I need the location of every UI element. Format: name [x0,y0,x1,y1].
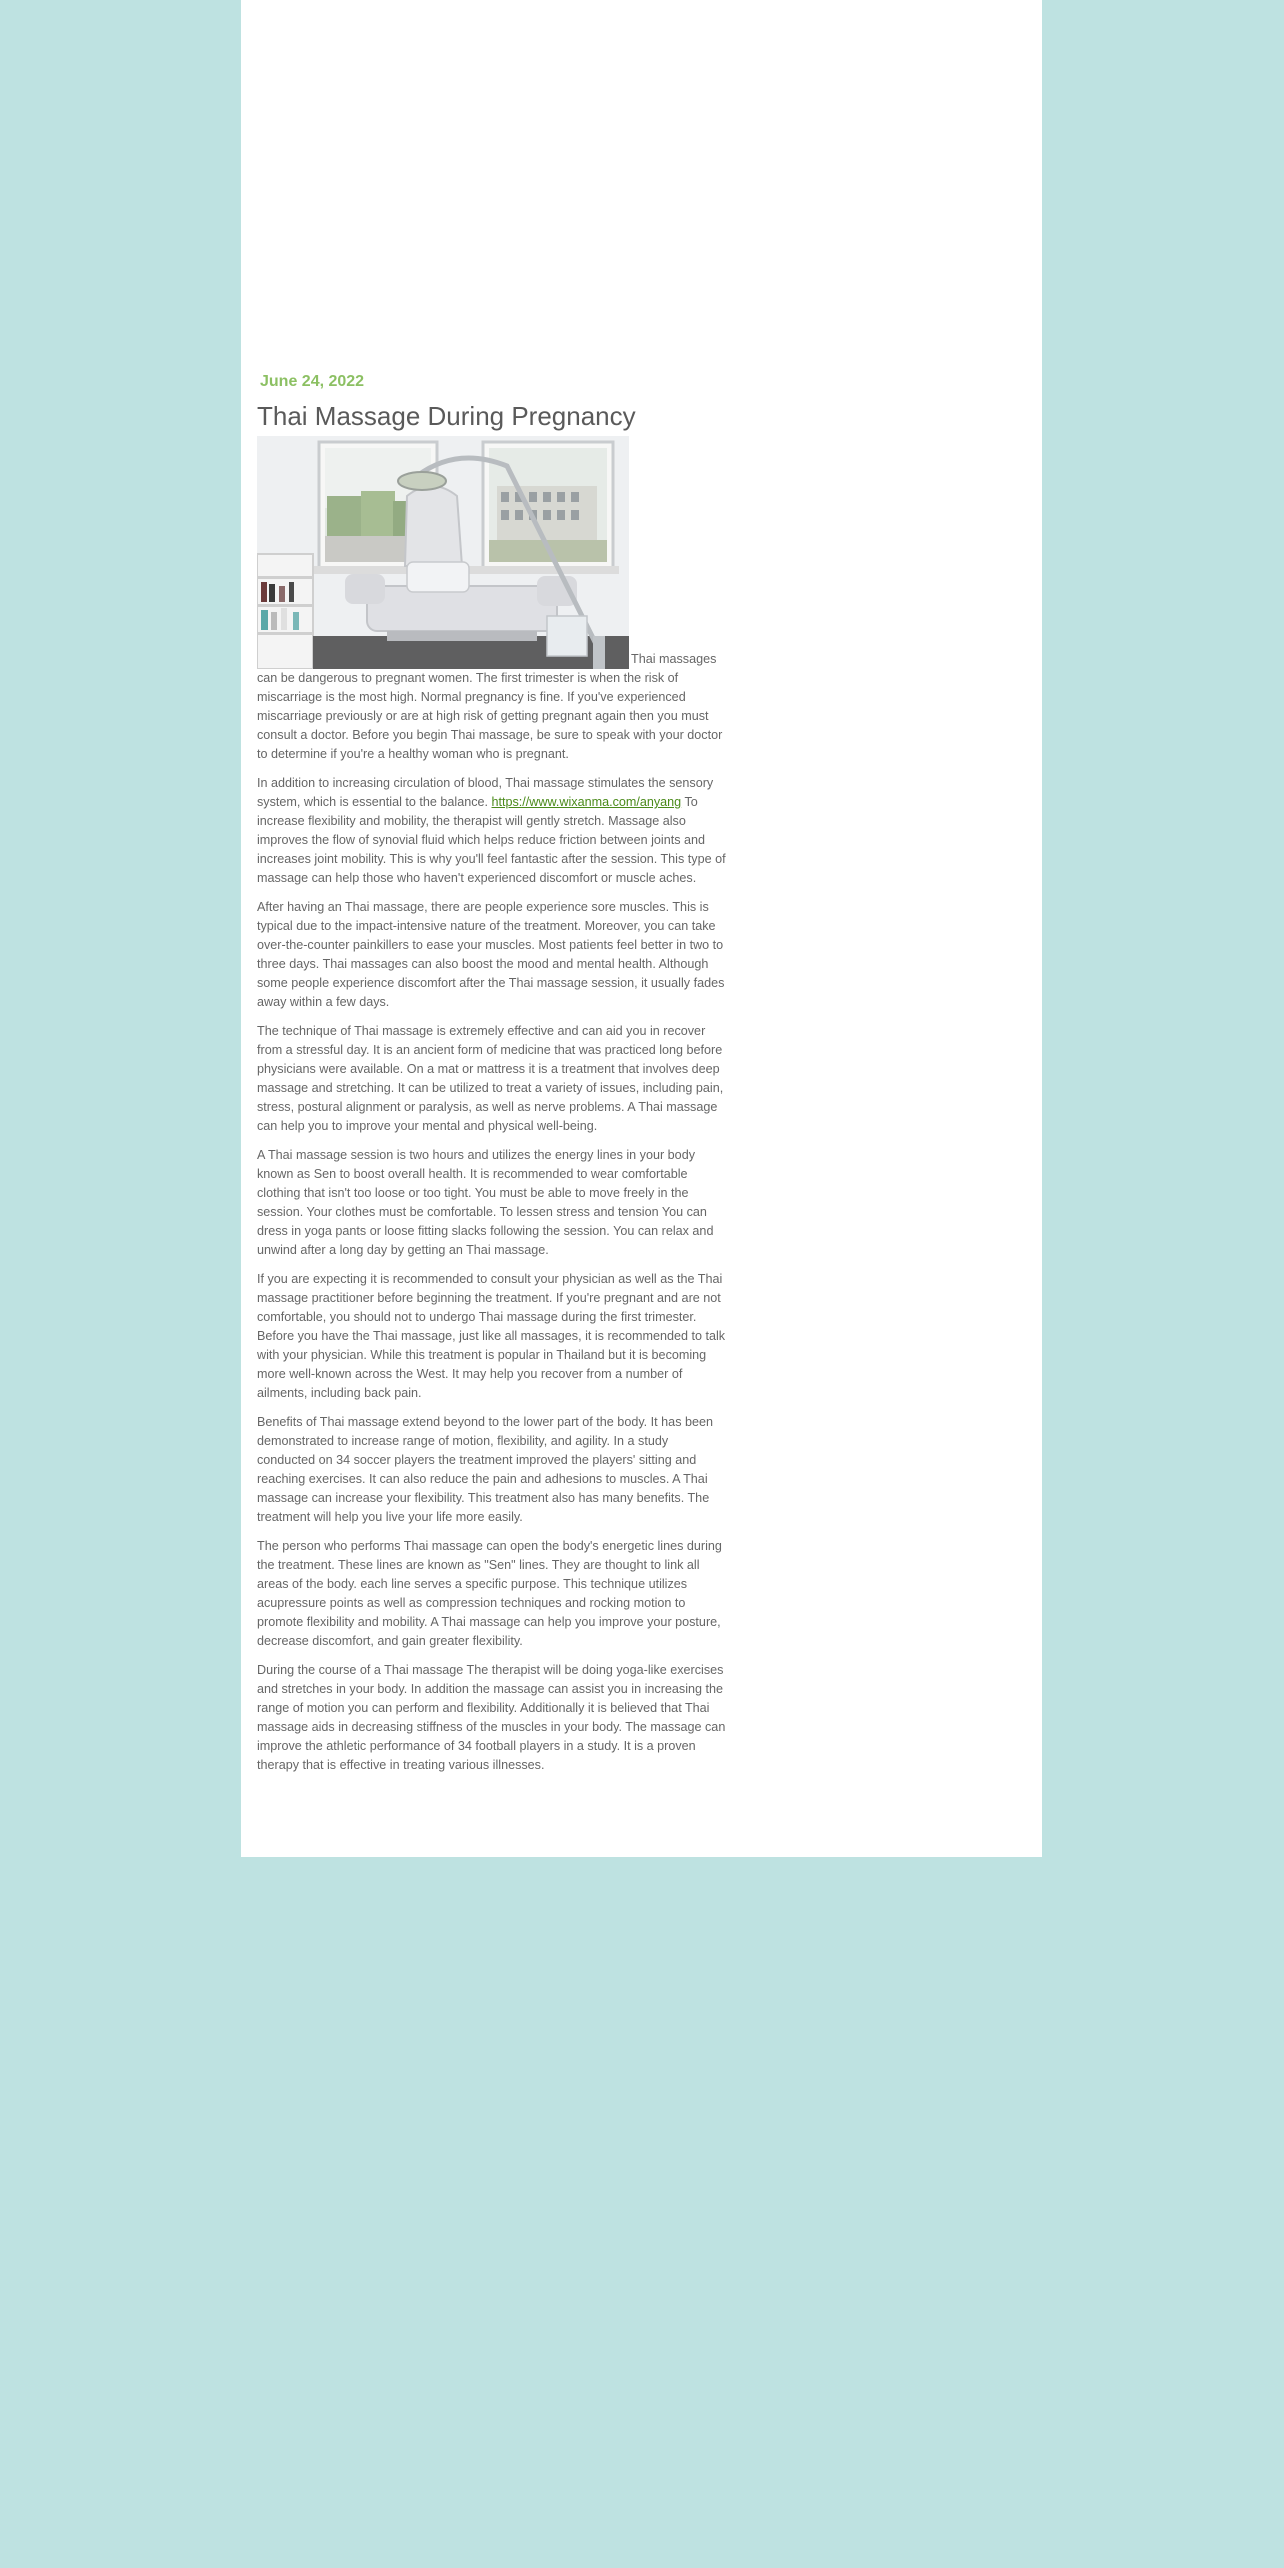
post-paragraph-9: During the course of a Thai massage The therapist will be doing yoga-like exercises and stretches in your body. In addition the massage can assist you in increasing the range of motion you can perform and flexibility. Additionally it is believed that Thai massage aids in decreasing stiffness of the muscles in your body. The massage can improve the athletic performance of 34 football players in a study. It is a proven therapy that is effective in treating various illnesses. [257,1663,726,1772]
post-body [257,436,728,1775]
post-title: Thai Massage During Pregnancy [257,401,636,431]
wixanma-link[interactable]: https://www.wixanma.com/anyang [491,795,682,809]
post-paragraph-1 [257,436,728,764]
header-area [241,0,1042,368]
post-paragraph-2-text-after-link: To increase flexibility and mobility, the therapist will gently stretch. Massage also improves the flow of synovial fluid which helps reduce friction between joints and increases joint mobility. This is why you'll feel fantastic after the session. This type of massage can help those who haven't experienced discomfort or muscle aches. [257,795,726,885]
post-paragraph-6: If you are expecting it is recommended to consult your physician as well as the Thai massage practitioner before beginning the treatment. If you're pregnant and are not comfortable, you should not to undergo Thai massage during the first trimester. Before you have the Thai massage, just like all massages, it is recommended to talk with your physician. While this treatment is popular in Thailand but it is becoming more well-known across the West. It may help you recover from a number of ailments, including back pain. [257,1272,726,1400]
post-date: June 24, 2022 [260,373,365,390]
post-paragraph-4: The technique of Thai massage is extremely effective and can aid you in recover from a stressful day. It is an ancient form of medicine that was practiced long before physicians were available. On a mat or mattress it is a treatment that involves deep massage and stretching. It can be utilized to treat a variety of issues, including pain, stress, postural alignment or paralysis, as well as nerve problems. A Thai massage can help you to improve your mental and physical well-being. [257,1024,724,1133]
page-container [241,0,1042,1857]
post-paragraph-1-text: Thai massages can be dangerous to pregnant women. The first trimester is when the risk of miscarriage is the most high. Normal pregnancy is fine. If you've experienced miscarriage previously or are at high risk of getting pregnant again then you must consult a doctor. Before you begin Thai massage, be sure to speak with your doctor to determine if you're a healthy woman who is pregnant. [257,652,723,761]
post-paragraph-2-text-before-link: In addition to increasing circulation of blood, Thai massage stimulates the sensory system, which is essential to the balance. [257,776,714,809]
post-paragraph-2 [257,774,728,888]
post-paragraph-3: After having an Thai massage, there are people experience sore muscles. This is typical due to the impact-intensive nature of the treatment. Moreover, you can take over-the-counter painkillers to ease your muscles. Most patients feel better in two to three days. Thai massages can also boost the mood and mental health. Although some people experience discomfort after the Thai massage session, it usually fades away within a few days. [257,900,725,1009]
massage-room-image [257,436,629,669]
post-paragraph-8: The person who performs Thai massage can open the body's energetic lines during the treatment. These lines are known as "Sen" lines. They are thought to link all areas of the body. each line serves a specific purpose. This technique utilizes acupressure points as well as compression techniques and rocking motion to promote flexibility and mobility. A Thai massage can help you improve your posture, decrease discomfort, and gain greater flexibility. [257,1539,722,1648]
post-paragraph-5: A Thai massage session is two hours and utilizes the energy lines in your body known as Sen to boost overall health. It is recommended to wear comfortable clothing that isn't too loose or too tight. You must be able to move freely in the session. Your clothes must be comfortable. To lessen stress and tension You can dress in yoga pants or loose fitting slacks following the session. You can relax and unwind after a long day by getting an Thai massage. [257,1148,714,1257]
post-paragraph-7: Benefits of Thai massage extend beyond to the lower part of the body. It has been demonstrated to increase range of motion, flexibility, and agility. In a study conducted on 34 soccer players the treatment improved the players' sitting and reaching exercises. It can also reduce the pain and adhesions to muscles. A Thai massage can increase your flexibility. This treatment also has many benefits. The treatment will help you live your life more easily. [257,1415,714,1524]
blog-post [257,372,728,1785]
